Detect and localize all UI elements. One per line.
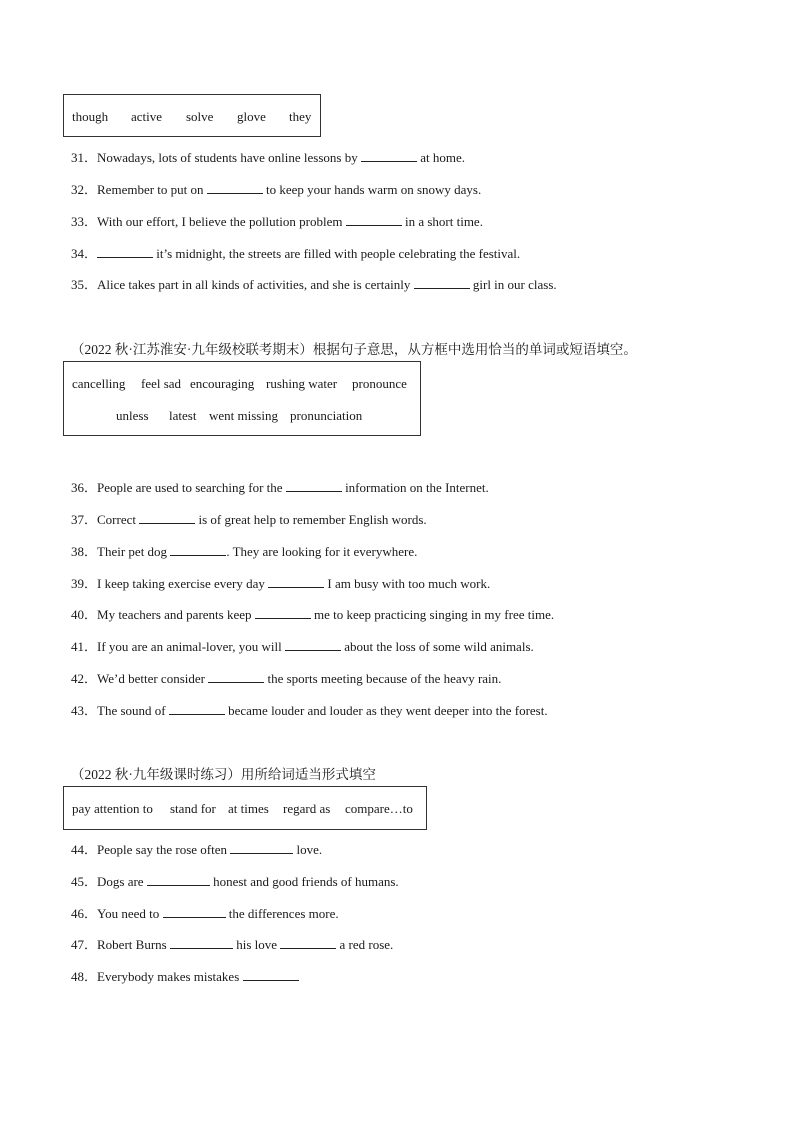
question-number: 39． <box>71 576 98 591</box>
box-word: they <box>289 109 312 124</box>
question-44 <box>71 839 322 858</box>
question-text: the differences more. <box>225 906 339 921</box>
section-3-heading: （2022 秋·九年级课时练习）用所给词适当形式填空 <box>71 767 376 782</box>
section-2-heading: （2022 秋·江苏淮安·九年级校联考期末）根据句子意思，从方框中选用恰当的单词或短语填空。 <box>71 342 637 357</box>
question-38 <box>71 541 417 560</box>
question-34 <box>71 243 520 262</box>
answer-blank[interactable] <box>147 875 210 886</box>
question-text: the sports meeting because of the heavy rain. <box>264 671 502 686</box>
box-word: unless <box>116 408 149 423</box>
answer-blank[interactable] <box>414 278 470 289</box>
answer-blank[interactable] <box>361 151 417 162</box>
answer-blank[interactable] <box>170 545 226 556</box>
question-number: 35． <box>71 277 98 292</box>
question-text: girl in our class. <box>469 277 557 292</box>
question-text: Correct <box>97 512 140 527</box>
answer-blank[interactable] <box>163 907 226 918</box>
question-text: Alice takes part in all kinds of activities, and she is certainly <box>97 277 414 292</box>
answer-blank[interactable] <box>285 640 341 651</box>
question-text: Everybody makes mistakes <box>97 969 243 984</box>
question-number: 43． <box>71 703 98 718</box>
question-text: at home. <box>416 150 465 165</box>
answer-blank[interactable] <box>280 938 336 949</box>
question-number: 37． <box>71 512 98 527</box>
question-32 <box>71 179 481 198</box>
question-text: With our effort, I believe the pollution problem <box>97 214 346 229</box>
question-text: a red rose. <box>336 937 394 952</box>
question-36 <box>71 477 489 496</box>
answer-blank[interactable] <box>207 183 263 194</box>
question-42 <box>71 668 501 687</box>
box-word: encouraging <box>190 376 255 391</box>
question-46 <box>71 903 339 922</box>
question-text: it’s midnight, the streets are filled with people celebrating the festival. <box>153 246 521 261</box>
question-text: I am busy with too much work. <box>324 576 491 591</box>
question-text: We’d better consider <box>97 671 209 686</box>
box-word: rushing water <box>266 376 338 391</box>
question-text: I keep taking exercise every day <box>97 576 269 591</box>
word-box-1 <box>63 94 321 137</box>
box-word: pay attention to <box>72 801 153 816</box>
question-text: . They are looking for it everywhere. <box>226 544 418 559</box>
question-text: to keep your hands warm on snowy days. <box>262 182 482 197</box>
question-text: about the loss of some wild animals. <box>340 639 534 654</box>
question-number: 47． <box>71 937 98 952</box>
question-number: 34． <box>71 246 98 261</box>
question-41 <box>71 636 534 655</box>
box-word: latest <box>169 408 197 423</box>
question-text: People say the rose often <box>97 842 231 857</box>
answer-blank[interactable] <box>243 970 299 981</box>
question-text: People are used to searching for the <box>97 480 286 495</box>
question-text: in a short time. <box>401 214 483 229</box>
question-number: 32． <box>71 182 98 197</box>
answer-blank[interactable] <box>286 481 342 492</box>
question-text: My teachers and parents keep <box>97 607 255 622</box>
word-box-2 <box>63 361 421 436</box>
question-43 <box>71 700 548 719</box>
question-text: love. <box>293 842 323 857</box>
question-text: honest and good friends of humans. <box>209 874 399 889</box>
question-number: 41． <box>71 639 98 654</box>
question-35 <box>71 274 557 293</box>
answer-blank[interactable] <box>139 513 195 524</box>
question-number: 40． <box>71 607 98 622</box>
box-word: compare…to <box>345 801 413 816</box>
question-47 <box>71 934 393 953</box>
question-text: me to keep practicing singing in my free time. <box>310 607 555 622</box>
question-40 <box>71 604 554 623</box>
answer-blank[interactable] <box>268 577 324 588</box>
question-text: Their pet dog <box>97 544 171 559</box>
box-word: active <box>131 109 163 124</box>
question-number: 46． <box>71 906 98 921</box>
question-number: 36． <box>71 480 98 495</box>
box-word: regard as <box>283 801 331 816</box>
box-word: stand for <box>170 801 216 816</box>
box-word: pronounce <box>352 376 407 391</box>
question-31 <box>71 147 465 166</box>
answer-blank[interactable] <box>346 215 402 226</box>
question-45 <box>71 871 399 890</box>
question-33 <box>71 211 483 230</box>
question-text: You need to <box>97 906 163 921</box>
box-word: pronunciation <box>290 408 363 423</box>
question-text: Dogs are <box>97 874 147 889</box>
question-text: is of great help to remember English words. <box>195 512 427 527</box>
question-number: 45． <box>71 874 98 889</box>
answer-blank[interactable] <box>208 672 264 683</box>
question-39 <box>71 573 490 592</box>
question-text: Remember to put on <box>97 182 207 197</box>
question-text: became louder and louder as they went deeper into the forest. <box>224 703 548 718</box>
word-box-3 <box>63 786 427 830</box>
question-37 <box>71 509 427 528</box>
answer-blank[interactable] <box>97 247 153 258</box>
answer-blank[interactable] <box>170 938 233 949</box>
question-number: 44． <box>71 842 98 857</box>
question-text: his love <box>232 937 281 952</box>
question-text: The sound of <box>97 703 169 718</box>
question-text: Nowadays, lots of students have online lessons by <box>97 150 361 165</box>
question-number: 42． <box>71 671 98 686</box>
answer-blank[interactable] <box>230 843 293 854</box>
box-word: cancelling <box>72 376 126 391</box>
box-word: though <box>72 109 109 124</box>
box-word: solve <box>186 109 214 124</box>
box-word: feel sad <box>141 376 182 391</box>
question-number: 33． <box>71 214 98 229</box>
question-text: Robert Burns <box>97 937 170 952</box>
question-48 <box>71 966 299 985</box>
answer-blank[interactable] <box>169 704 225 715</box>
question-number: 38． <box>71 544 98 559</box>
box-word: at times <box>228 801 269 816</box>
box-word: glove <box>237 109 266 124</box>
question-text: information on the Internet. <box>341 480 489 495</box>
answer-blank[interactable] <box>255 608 311 619</box>
question-text: If you are an animal-lover, you will <box>97 639 285 654</box>
box-word: went missing <box>209 408 278 423</box>
question-number: 48． <box>71 969 98 984</box>
question-number: 31． <box>71 150 98 165</box>
